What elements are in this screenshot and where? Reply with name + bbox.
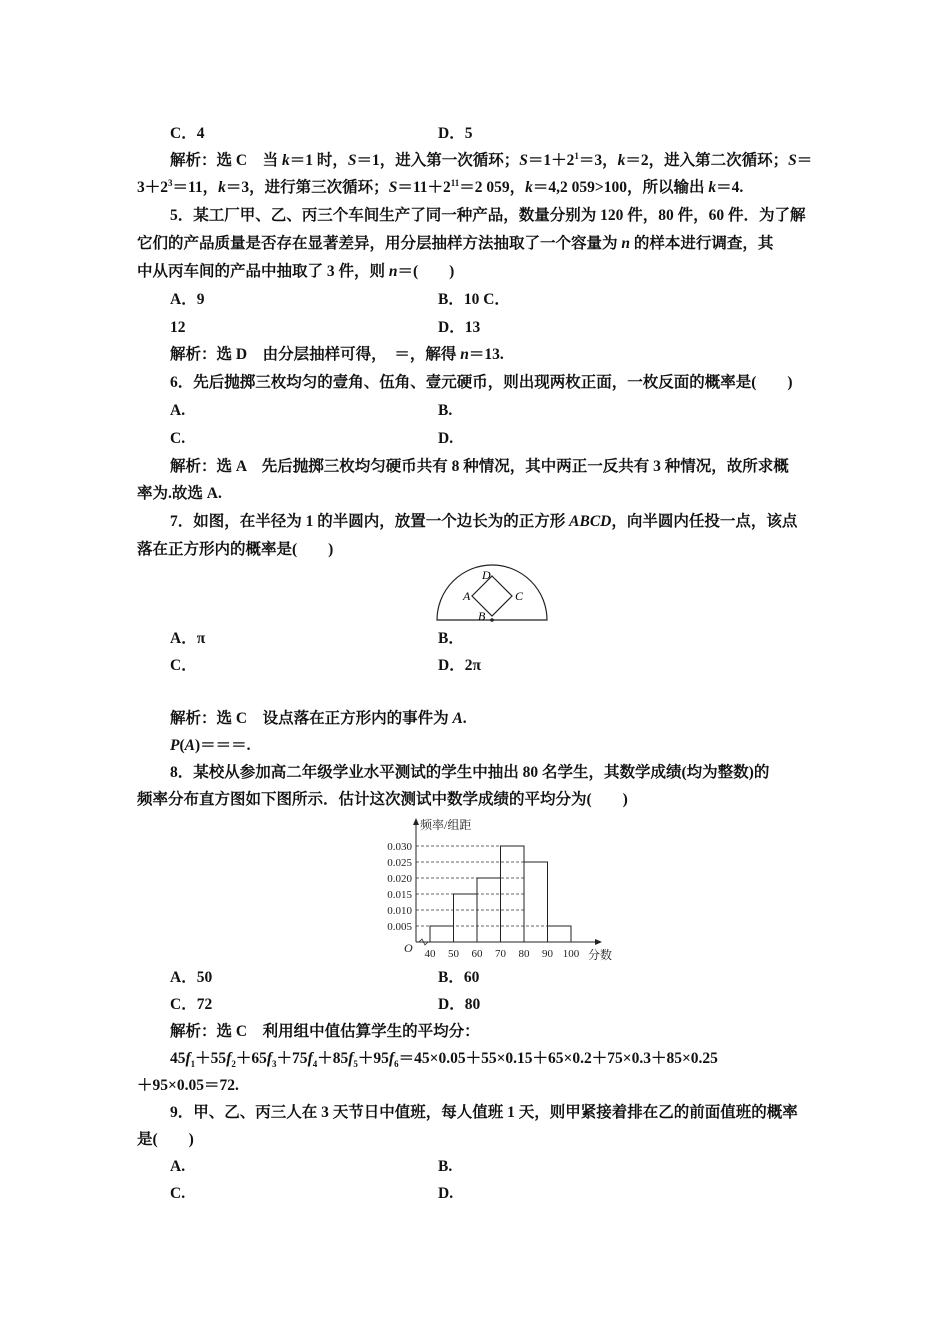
center-point (490, 618, 494, 622)
q7-option-b: B． (438, 630, 464, 647)
q7-option-a: A．π (170, 630, 206, 647)
frequency-histogram (360, 812, 620, 967)
x-axis-label: 分数 (588, 948, 613, 962)
x-axis-arrow (595, 939, 602, 945)
q6-solution-line1: 解析：选 A 先后抛掷三枚均匀硬币共有 8 种情况，其中两正一反共有 3 种情况，故所求概 (170, 458, 789, 475)
x-tick-label: 60 (471, 948, 483, 960)
q9-stem-line1: 9．甲、乙、丙三人在 3 天节日中值班，每人值班 1 天，则甲紧接着排在乙的前面值班的概率 (170, 1104, 798, 1121)
x-tick-label: 80 (518, 948, 530, 960)
x-tick-label: 70 (495, 948, 506, 960)
histogram-bar (548, 926, 572, 942)
q5-stem-line1: 5．某工厂甲、乙、丙三个车间生产了同一种产品，数量分别为 120 件，80 件，60 件．为了解 (170, 207, 806, 224)
semicircle-arc (437, 565, 547, 620)
q9-option-c: C. (170, 1185, 186, 1202)
q6-option-a: A. (170, 402, 186, 419)
q9-stem-line2: 是( ) (137, 1131, 194, 1148)
q4-option-d: D．5 (438, 125, 473, 142)
q8-option-c: C．72 (170, 996, 213, 1013)
y-axis-arrow (413, 818, 419, 825)
q4-option-c: C．4 (170, 125, 205, 142)
q4-solution-line2: $3+2^3=11$，k＝3，进行第三次循环；$S=11+2^{11}=2$ 059，k＝4,2 059>100，所以输出 k＝4. (137, 177, 744, 196)
q6-stem: 6．先后抛掷三枚均匀的壹角、伍角、壹元硬币，则出现两枚正面，一枚反面的概率是( ) (170, 374, 793, 391)
q6-option-d: D. (438, 430, 454, 447)
q8-option-a: A．50 (170, 969, 213, 986)
y-tick-label: 0.005 (387, 921, 412, 933)
q4-solution-line1: 解析：选 C 当 k＝1 时，S＝1，进入第一次循环；$S=1+2^1=3$，k＝2，进入第二次循环；S＝ (170, 150, 813, 169)
q7-probability: P(A)＝＝＝. (170, 737, 251, 754)
x-tick-label: 100 (562, 948, 580, 960)
q8-solution-line1: 解析：选 C 利用组中值估算学生的平均分： (170, 1023, 480, 1040)
q8-stem-line2: 频率分布直方图如下图所示．估计这次测试中数学成绩的平均分为( ) (137, 791, 628, 808)
x-tick-label: 40 (424, 948, 436, 960)
q7-option-c: C． (170, 657, 197, 674)
q6-option-b: B. (438, 402, 453, 419)
q6-option-c: C. (170, 430, 186, 447)
q5-option-b: B．10 C． (438, 291, 510, 308)
histogram-bar (430, 926, 454, 942)
q9-option-a: A. (170, 1158, 186, 1175)
q5-option-c: 12 (170, 319, 186, 336)
y-tick-label: 0.010 (387, 905, 412, 917)
y-axis-label: 频率/组距 (420, 818, 472, 832)
label-d: D (482, 568, 491, 582)
y-tick-label: 0.030 (387, 841, 412, 853)
q8-stem-line1: 8．某校从参加高二年级学业水平测试的学生中抽出 80 名学生，其数学成绩(均为整数)的 (170, 764, 770, 781)
label-c: C (515, 589, 524, 603)
label-b: B (478, 609, 486, 623)
q5-stem-line3: 中从丙车间的产品中抽取了 3 件，则 n＝( ) (137, 263, 455, 280)
q5-option-a: A．9 (170, 291, 205, 308)
y-tick-label: 0.025 (387, 857, 412, 869)
q7-solution: 解析：选 C 设点落在正方形内的事件为 A. (170, 710, 467, 727)
y-tick-label: 0.020 (387, 873, 412, 885)
q8-option-d: D．80 (438, 996, 481, 1013)
q9-option-b: B. (438, 1158, 453, 1175)
q9-option-d: D. (438, 1185, 454, 1202)
semicircle-square-figure (430, 560, 555, 626)
q7-option-d: D．2π (438, 657, 481, 674)
q8-option-b: B．60 (438, 969, 480, 986)
y-tick-label: 0.015 (387, 889, 412, 901)
q8-solution-line3: ＋95×0.05＝72. (137, 1077, 239, 1094)
q5-stem-line2: 它们的产品质量是否存在显著差异，用分层抽样方法抽取了一个容量为 n 的样本进行调查，其 (137, 235, 774, 252)
q6-solution-line2: 率为.故选 A. (137, 485, 222, 502)
x-tick-label: 50 (448, 948, 459, 960)
q5-solution: 解析：选 D 由分层抽样可得， ＝，解得 n＝13. (170, 346, 504, 363)
histogram-bar (524, 862, 548, 942)
q8-solution-line2: $45f_1+55f_2+65f_3+75f_4+85f_5+95f_6=45\times 0.05+55\times 0.15+65\times 0.2+75\times 0.3+85\times 0.25$ (170, 1050, 718, 1070)
origin-label: O (404, 941, 413, 955)
label-a: A (463, 589, 471, 603)
histogram-bar (454, 894, 478, 942)
q5-option-d: D．13 (438, 319, 481, 336)
q7-stem-line1: 7．如图，在半径为 1 的半圆内，放置一个边长为的正方形 ABCD，向半圆内任投一点，该点 (170, 513, 798, 530)
x-tick-label: 90 (542, 948, 553, 960)
q7-stem-line2: 落在正方形内的概率是( ) (137, 541, 334, 558)
